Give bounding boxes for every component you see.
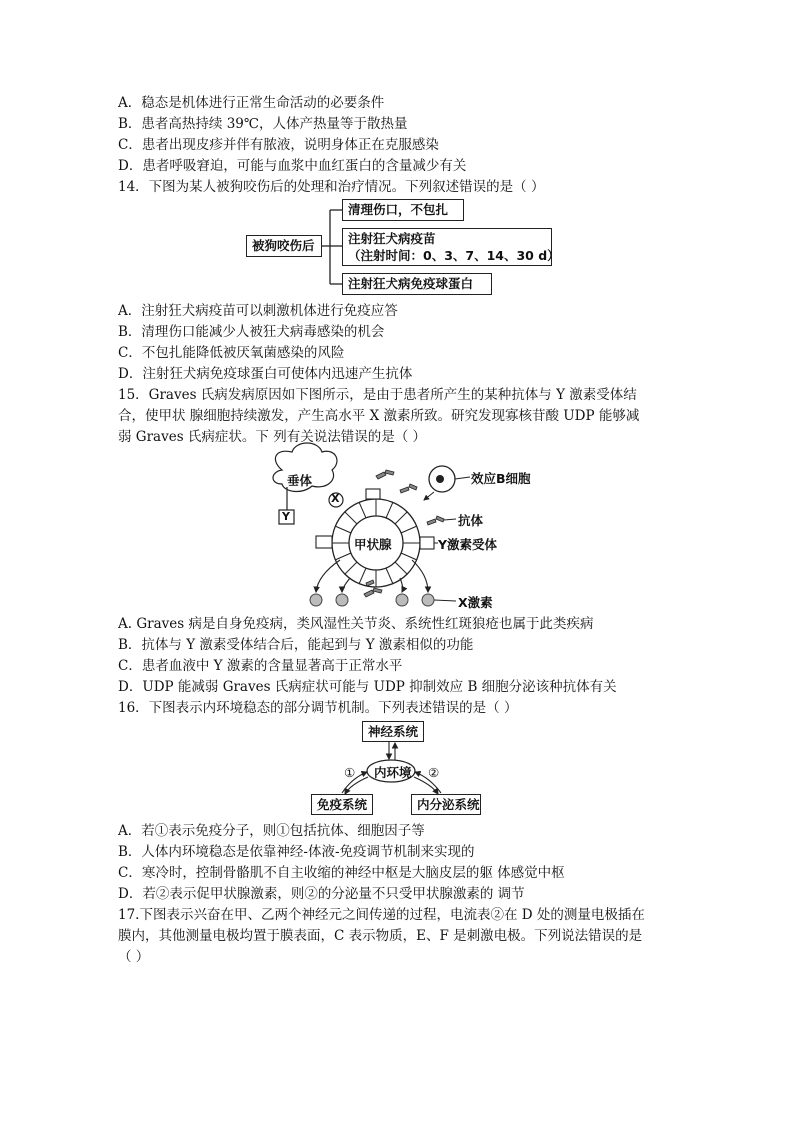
immune-system-box: 免疫系统 (311, 794, 373, 815)
bitten-box: 被狗咬伤后 (246, 235, 322, 257)
q15-stem-line3: 弱 Graves 氏病症状。下 列有关说法错误的是（ ） (118, 429, 426, 445)
q14-option-b: B．清理伤口能减少人被狂犬病毒感染的机会 (118, 324, 385, 340)
q15-stem-line2: 合，使甲状 腺细胞持续激发，产生高水平 X 激素所致。研究发现寡核苷酸 UDP 能够减 (118, 408, 640, 424)
endocrine-system-box: 内分泌系统 (411, 794, 481, 815)
vaccine-box-line2: （注射时间：0、3、7、14、30 d） (348, 248, 560, 263)
q15-option-d: D．UDP 能减弱 Graves 氏病症状可能与 UDP 抑制效应 B 细胞分泌该种抗体有关 (118, 679, 617, 695)
q15-stem-line1: 15．Graves 氏病发病原因如下图所示，是由于患者所产生的某种抗体与 Y 激素受体结 (118, 387, 637, 403)
q13-option-c: C．患者出现皮疹并伴有脓液，说明身体正在克服感染 (118, 137, 439, 153)
q13-option-b: B．患者高热持续 39℃，人体产热量等于散热量 (118, 116, 408, 132)
q16-option-c: C．寒冷时，控制骨骼肌不自主收缩的神经中枢是大脑皮层的躯 体感觉中枢 (118, 865, 565, 881)
internal-env-label: 内环境 (374, 765, 412, 780)
q17-stem-line3: （ ） (118, 949, 150, 965)
q15-option-b: B．抗体与 Y 激素受体结合后，能起到与 Y 激素相似的功能 (118, 637, 474, 653)
q13-option-d: D．患者呼吸窘迫，可能与血浆中血红蛋白的含量减少有关 (118, 158, 467, 174)
vaccine-box-line1: 注射狂犬病疫苗 (348, 231, 436, 246)
pituitary-label: 垂体 (287, 473, 313, 488)
clean-wound-box: 清理伤口，不包扎 (342, 199, 464, 221)
q17-stem-line1: 17.下图表示兴奋在甲、乙两个神经元之间传递的过程，电流表②在 D 处的测量电极插在 (118, 907, 645, 923)
thyroid-label: 甲状腺 (354, 537, 392, 552)
x-hormone-label: X激素 (458, 595, 493, 610)
q17-stem-line2: 膜内，其他测量电极均置于膜表面，C 表示物质，E、F 是刺激电极。下列说法错误的是 (118, 928, 643, 944)
y-label: Y (282, 510, 290, 523)
q14-option-c: C．不包扎能降低被厌氧菌感染的风险 (118, 345, 345, 361)
mark-1-label: ① (344, 765, 356, 780)
q16-option-b: B．人体内环境稳态是依靠神经-体液-免疫调节机制来实现的 (118, 844, 475, 860)
q16-stem: 16．下图表示内环境稳态的部分调节机制。下列表述错误的是（ ） (118, 700, 518, 716)
q16-option-d: D．若②表示促甲状腺激素，则②的分泌量不只受甲状腺激素的 调节 (118, 886, 525, 902)
q15-option-c: C．患者血液中 Y 激素的含量显著高于正常水平 (118, 658, 403, 674)
x-label: X (331, 492, 340, 505)
q14-option-d: D．注射狂犬病免疫球蛋白可使体内迅速产生抗体 (118, 366, 413, 382)
q13-option-a: A．稳态是机体进行正常生命活动的必要条件 (118, 95, 385, 111)
q15-option-a: A. Graves 病是自身免疫病，类风湿性关节炎、系统性红斑狼疮也属于此类疾病 (118, 616, 594, 632)
mark-2-label: ② (428, 765, 440, 780)
q14-stem: 14．下图为某人被狗咬伤后的处理和治疗情况。下列叙述错误的是（ ） (118, 179, 545, 195)
nervous-system-box: 神经系统 (362, 721, 424, 742)
immunoglobulin-box: 注射狂犬病免疫球蛋白 (342, 273, 492, 295)
receptor-label: Y激素受体 (438, 537, 498, 552)
b-cell-label: 效应B细胞 (471, 471, 531, 486)
q16-option-a: A．若①表示免疫分子，则①包括抗体、细胞因子等 (118, 823, 425, 839)
antibody-label: 抗体 (458, 513, 484, 528)
q14-option-a: A．注射狂犬病疫苗可以刺激机体进行免疫应答 (118, 303, 398, 319)
